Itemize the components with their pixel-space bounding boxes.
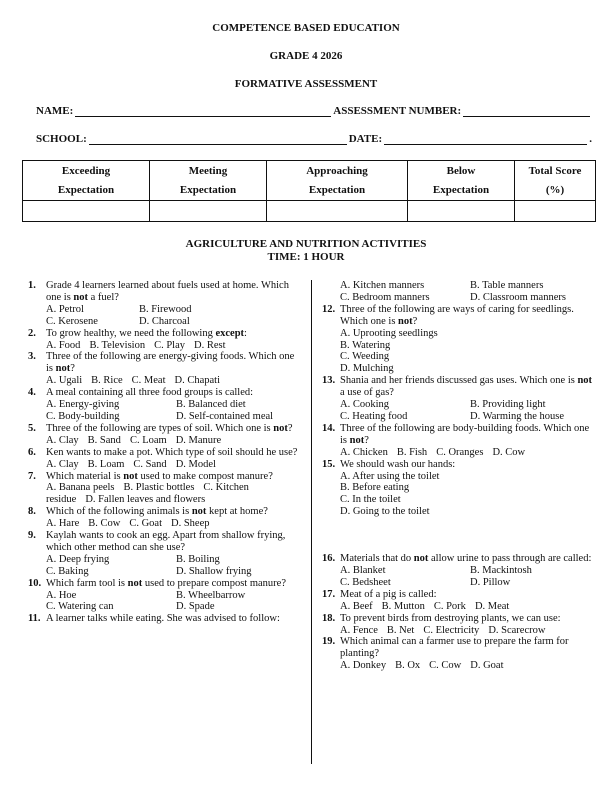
answer-options xyxy=(46,399,300,423)
answer-option[interactable]: D. Cow xyxy=(492,446,526,458)
assessment-number-field[interactable] xyxy=(463,107,590,117)
assessment-number-label: ASSESSMENT NUMBER: xyxy=(333,105,462,117)
question-item xyxy=(28,351,300,387)
answer-options xyxy=(340,601,597,613)
question-text-part: Three of the following are types of soil. Which one is xyxy=(46,422,274,434)
question-text-part: Three of the following are energy-giving foods. Which one is xyxy=(46,351,295,375)
answer-options xyxy=(46,340,300,352)
answer-option[interactable]: A. Fence xyxy=(340,624,378,636)
question-body xyxy=(340,375,597,423)
question-item xyxy=(28,613,300,625)
question-text-part: Which farm tool is xyxy=(46,577,128,589)
question-text xyxy=(46,613,300,625)
date-field[interactable] xyxy=(384,135,587,145)
question-text-part: Ken wants to make a pot. Which type of soil should he use? xyxy=(46,446,298,458)
answer-option[interactable]: B. Balanced diet xyxy=(176,399,246,411)
question-item xyxy=(28,280,300,328)
answer-options xyxy=(46,459,300,471)
question-body xyxy=(340,423,597,459)
answer-option[interactable]: B. Watering xyxy=(340,339,391,351)
answer-options xyxy=(340,447,597,459)
question-number: 2. xyxy=(28,327,36,339)
question-body xyxy=(340,304,597,375)
answer-option[interactable]: D. Going to the toilet xyxy=(340,506,430,518)
question-number: 10. xyxy=(28,577,42,589)
score-table-entry-row xyxy=(23,201,596,222)
answer-option[interactable]: B. Boiling xyxy=(176,553,220,565)
answer-options xyxy=(340,625,597,637)
question-text xyxy=(46,530,300,554)
question-text xyxy=(46,447,300,459)
header-meeting: Meeting Expectation xyxy=(150,161,267,201)
question-item xyxy=(28,423,300,447)
assessment-heading: FORMATIVE ASSESSMENT xyxy=(234,78,378,90)
answer-option[interactable]: D. Chapati xyxy=(174,375,220,387)
question-emphasis: not xyxy=(577,375,593,387)
answer-option[interactable]: C. Goat xyxy=(129,518,162,530)
question-text xyxy=(46,506,300,518)
answer-option[interactable]: B. Providing light xyxy=(470,399,546,411)
name-field[interactable] xyxy=(75,107,331,117)
answer-option[interactable]: D. Spade xyxy=(176,601,215,613)
question-text xyxy=(340,553,597,565)
question-body xyxy=(46,447,300,471)
name-row xyxy=(36,105,592,117)
answer-option[interactable]: B. Net xyxy=(386,624,415,636)
question-text xyxy=(340,589,597,601)
answer-option[interactable]: D. Mulching xyxy=(340,363,394,375)
header-exceeding: Exceeding Expectation xyxy=(23,161,150,201)
question-text-part: a fuel? xyxy=(88,291,119,303)
question-text-part: ? xyxy=(287,422,293,434)
question-item xyxy=(322,636,597,672)
question-text-part: Materials that do xyxy=(340,553,414,565)
column-divider xyxy=(311,280,312,764)
answer-option[interactable]: A. Cooking xyxy=(340,399,390,411)
header-approaching: Approaching Expectation xyxy=(267,161,408,201)
question-text-part: allow urine to pass through are called: xyxy=(428,553,592,565)
question-text-part: kept at home? xyxy=(206,506,268,518)
question-emphasis: not xyxy=(413,553,429,565)
answer-option[interactable]: A. Banana peels xyxy=(46,482,115,494)
answer-option[interactable]: C. Electricity xyxy=(423,624,480,636)
answer-option[interactable]: B. Wheelbarrow xyxy=(176,589,246,601)
question-text xyxy=(46,578,300,590)
answer-option[interactable]: D. Shallow frying xyxy=(176,565,252,577)
question-text xyxy=(46,351,300,375)
grade-heading: GRADE 4 2026 xyxy=(269,50,343,62)
answer-option[interactable]: C. Watering can xyxy=(46,601,114,613)
question-text-part: A learner talks while eating. She was advised to follow: xyxy=(46,613,280,625)
answer-options xyxy=(340,471,597,519)
question-body xyxy=(46,530,300,578)
question-number: 13. xyxy=(322,375,336,387)
question-number: 12. xyxy=(322,303,336,315)
question-text xyxy=(46,471,300,483)
answer-option[interactable]: B. Mutton xyxy=(381,600,425,612)
school-label: SCHOOL: xyxy=(36,133,87,145)
question-body xyxy=(340,589,597,613)
question-number: 18. xyxy=(322,612,336,624)
answer-options xyxy=(46,554,300,578)
question-body xyxy=(46,280,300,328)
question-text xyxy=(46,387,300,399)
question-body xyxy=(46,423,300,447)
question-text-part: Kaylah wants to cook an egg. Apart from shallow frying, which other method can she use? xyxy=(46,530,286,553)
answer-option[interactable]: A. Blanket xyxy=(340,565,386,577)
answer-option[interactable]: A. Uprooting seedlings xyxy=(340,327,438,339)
date-label: DATE: xyxy=(348,133,383,145)
answer-option[interactable]: A. After using the toilet xyxy=(340,470,440,482)
question-text-part: Grade 4 learners learned about fuels used at home. Which one is xyxy=(46,280,289,303)
question-text xyxy=(46,423,300,435)
answer-option[interactable]: C. In the toilet xyxy=(340,494,401,506)
question-item xyxy=(28,506,300,530)
question-body xyxy=(46,351,300,387)
question-emphasis: not xyxy=(398,315,413,327)
answer-option[interactable]: A. Hoe xyxy=(46,589,77,601)
question-text-part: Three of the following are body-building foods. Which one is xyxy=(340,422,590,446)
section-time: TIME: 1 HOUR xyxy=(267,251,345,263)
approaching-cell[interactable] xyxy=(267,201,408,222)
question-item xyxy=(322,375,597,423)
answer-option[interactable]: C. Body-building xyxy=(46,410,120,422)
school-row xyxy=(36,133,592,145)
answer-option[interactable]: A. Chicken xyxy=(340,446,388,458)
answer-option[interactable]: C. Bedroom manners xyxy=(340,291,430,303)
question-item xyxy=(322,613,597,637)
answer-option[interactable]: D. Model xyxy=(175,458,216,470)
answer-option[interactable]: D. Warming the house xyxy=(470,410,565,422)
question-text-part: Meat of a pig is called: xyxy=(340,588,437,600)
answer-options xyxy=(46,304,300,328)
answer-options xyxy=(340,328,597,376)
answer-option[interactable]: C. Sand xyxy=(133,458,167,470)
question-text-part: To grow healthy, we need the following xyxy=(46,327,216,339)
answer-option[interactable]: D. Meat xyxy=(474,600,510,612)
answer-option[interactable]: A. Kitchen manners xyxy=(340,280,425,291)
question-emphasis: not xyxy=(127,577,143,589)
question-text-part: ? xyxy=(364,434,369,446)
question-item xyxy=(322,304,597,375)
question-number: 4. xyxy=(28,387,36,399)
total-score-cell[interactable] xyxy=(515,201,596,222)
question-text-part: a use of gas? xyxy=(340,387,394,399)
question-number xyxy=(322,280,340,304)
below-cell[interactable] xyxy=(408,201,515,222)
left-question-column xyxy=(28,280,300,625)
question-item xyxy=(322,423,597,459)
exceeding-cell[interactable] xyxy=(23,201,150,222)
question-body xyxy=(46,471,300,507)
question-text xyxy=(340,459,597,471)
answer-option[interactable]: C. Baking xyxy=(46,565,89,577)
answer-option[interactable]: A. Energy-giving xyxy=(46,399,120,411)
question-text xyxy=(46,328,300,340)
answer-options xyxy=(46,590,300,614)
answer-options xyxy=(340,660,597,672)
answer-option[interactable]: B. Ox xyxy=(395,660,421,672)
section-title: AGRICULTURE AND NUTRITION ACTIVITIES xyxy=(185,238,427,250)
answer-option[interactable]: D. Classroom manners xyxy=(470,291,566,303)
answer-option[interactable]: B. Mackintosh xyxy=(470,565,532,577)
question-text xyxy=(340,304,597,328)
question-text-part: Three of the following are ways of caring for seedlings. Which one is xyxy=(340,303,574,327)
question-body xyxy=(340,636,597,672)
answer-option[interactable]: D. Scarecrow xyxy=(488,624,546,636)
answer-option[interactable]: A. Food xyxy=(46,339,81,351)
spacer xyxy=(322,518,597,553)
answer-option[interactable]: D. Self-contained meal xyxy=(176,410,274,422)
answer-option[interactable]: C. Loam xyxy=(129,434,167,446)
answer-option[interactable]: C. Cow xyxy=(429,660,462,672)
question-text-part: We should wash our hands: xyxy=(340,458,456,470)
answer-option[interactable]: B. Firewood xyxy=(139,303,192,315)
answer-option[interactable]: B. Television xyxy=(89,339,146,351)
score-table xyxy=(22,160,596,222)
meeting-cell[interactable] xyxy=(150,201,267,222)
question-item xyxy=(28,471,300,507)
question-item xyxy=(28,530,300,578)
question-emphasis: not xyxy=(273,422,288,434)
question-number: 3. xyxy=(28,351,36,363)
answer-option[interactable]: D. Sheep xyxy=(171,518,210,530)
answer-option[interactable]: A. Hare xyxy=(46,518,80,530)
question-text-part: To prevent birds from destroying plants, we can use: xyxy=(340,612,561,624)
end-dot: . xyxy=(589,133,592,145)
question-text-part: : xyxy=(244,327,247,339)
question-item xyxy=(28,328,300,352)
question-text-part: Which material is xyxy=(46,470,124,482)
answer-option[interactable]: C. Play xyxy=(154,339,186,351)
question-number: 15. xyxy=(322,458,336,470)
question-number: 19. xyxy=(322,636,336,648)
doc-heading: COMPETENCE BASED EDUCATION xyxy=(212,22,400,34)
question-item xyxy=(28,578,300,614)
question-text xyxy=(46,280,300,304)
right-question-column xyxy=(322,280,597,672)
question-number: 6. xyxy=(28,446,36,458)
question-number: 9. xyxy=(28,530,36,542)
question-item xyxy=(28,387,300,423)
question-item xyxy=(322,589,597,613)
answer-option[interactable]: B. Before eating xyxy=(340,482,410,494)
answer-option[interactable]: C. Kitchen residue xyxy=(46,482,249,506)
answer-options xyxy=(340,565,597,589)
answer-option[interactable]: D. Goat xyxy=(470,660,504,672)
answer-option[interactable]: D. Fallen leaves and flowers xyxy=(85,494,206,506)
question-number: 14. xyxy=(322,422,336,434)
answer-option[interactable]: A. Donkey xyxy=(340,660,387,672)
question-text-part: A meal containing all three food groups is called: xyxy=(46,387,254,399)
answer-option[interactable]: B. Fish xyxy=(396,446,428,458)
question-body xyxy=(46,578,300,614)
answer-option[interactable]: A. Deep frying xyxy=(46,553,110,565)
answer-option[interactable]: A. Ugali xyxy=(46,375,83,387)
answer-options xyxy=(46,435,300,447)
answer-option[interactable]: D. Manure xyxy=(175,434,222,446)
answer-option[interactable]: B. Sand xyxy=(87,434,121,446)
question-number: 7. xyxy=(28,470,36,482)
answer-option[interactable]: B. Rice xyxy=(91,375,123,387)
question-number: 5. xyxy=(28,422,36,434)
answer-option[interactable]: A. Clay xyxy=(46,434,79,446)
answer-option[interactable]: C. Pork xyxy=(433,600,466,612)
question-body xyxy=(340,553,597,589)
question-text xyxy=(340,636,597,660)
question-emphasis: not xyxy=(349,434,365,446)
question-text-part: Which of the following animals is xyxy=(46,506,192,518)
answer-options xyxy=(46,518,300,530)
question-emphasis: except xyxy=(215,327,245,339)
question-body xyxy=(46,613,300,625)
question-number: 16. xyxy=(322,553,336,565)
question-number: 1. xyxy=(28,280,36,291)
answer-option[interactable]: A. Clay xyxy=(46,458,79,470)
answer-options xyxy=(46,375,300,387)
question-item xyxy=(322,459,597,519)
question-item xyxy=(28,447,300,471)
answer-option[interactable]: D. Charcoal xyxy=(139,315,190,327)
question-item xyxy=(322,280,597,304)
question-text xyxy=(340,613,597,625)
question-number: 17. xyxy=(322,588,336,600)
answer-option[interactable]: D. Rest xyxy=(194,339,226,351)
question-body xyxy=(340,280,597,304)
answer-option[interactable]: C. Oranges xyxy=(436,446,484,458)
question-body xyxy=(340,613,597,637)
question-item xyxy=(322,553,597,589)
answer-option[interactable]: A. Beef xyxy=(340,600,373,612)
school-field[interactable] xyxy=(89,135,347,145)
answer-option[interactable]: B. Table manners xyxy=(470,280,544,291)
header-total-score: Total Score (%) xyxy=(515,161,596,201)
question-text-part: ? xyxy=(412,315,418,327)
question-text xyxy=(340,375,597,399)
answer-options xyxy=(340,280,597,304)
question-text-part: ? xyxy=(70,363,75,375)
answer-option[interactable]: C. Kerosene xyxy=(46,315,98,327)
question-emphasis: not xyxy=(55,363,71,375)
answer-option[interactable]: B. Cow xyxy=(88,518,121,530)
question-text-part: used to prepare compost manure? xyxy=(142,577,286,589)
answer-options xyxy=(46,482,300,506)
header-below: Below Expectation xyxy=(408,161,515,201)
question-number: 11. xyxy=(28,613,41,625)
question-body xyxy=(340,459,597,519)
question-emphasis: not xyxy=(191,506,207,518)
answer-option[interactable]: D. Pillow xyxy=(470,576,511,588)
answer-option[interactable]: A. Petrol xyxy=(46,303,84,315)
score-table-header xyxy=(23,161,596,201)
question-body xyxy=(46,506,300,530)
answer-option[interactable]: B. Plastic bottles xyxy=(123,482,195,494)
question-emphasis: not xyxy=(73,291,89,303)
question-text xyxy=(340,423,597,447)
question-body xyxy=(46,328,300,352)
question-text-part: Shania and her friends discussed gas uses. Which one is xyxy=(340,375,578,387)
answer-options xyxy=(340,399,597,423)
question-number: 8. xyxy=(28,506,36,518)
name-label: NAME: xyxy=(36,105,74,117)
answer-option[interactable]: C. Meat xyxy=(131,375,166,387)
question-emphasis: not xyxy=(123,470,138,482)
question-text-part: used to make compost manure? xyxy=(137,470,273,482)
answer-option[interactable]: C. Heating food xyxy=(340,410,408,422)
answer-option[interactable]: C. Bedsheet xyxy=(340,576,391,588)
answer-option[interactable]: C. Weeding xyxy=(340,351,390,363)
question-text-part: Which animal can a farmer use to prepare the farm for planting? xyxy=(340,636,569,660)
question-body xyxy=(46,387,300,423)
answer-option[interactable]: B. Loam xyxy=(87,458,125,470)
